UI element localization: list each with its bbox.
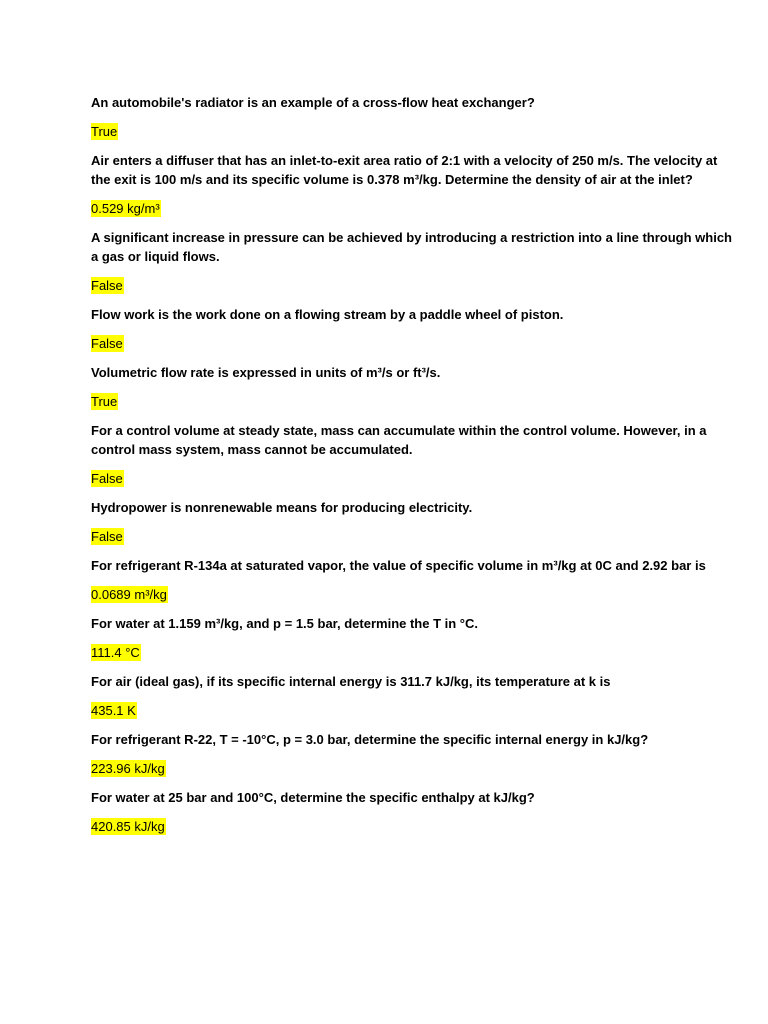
answer-text <box>91 469 691 488</box>
answer-text <box>91 392 691 411</box>
answer-text <box>91 334 691 353</box>
answer-highlight: 420.85 kJ/kg <box>91 819 165 834</box>
answer-highlight: False <box>91 278 123 293</box>
answer-text <box>91 759 691 778</box>
answer-text <box>91 701 691 720</box>
answer-text <box>91 199 691 218</box>
answer-text <box>91 276 691 295</box>
question-text: For refrigerant R-134a at saturated vapor, the value of specific volume in m³/kg at 0C and 2.92 bar is <box>91 558 706 573</box>
question-text: A significant increase in pressure can be achieved by introducing a restriction into a line through which <box>91 230 732 245</box>
answer-highlight: True <box>91 124 118 139</box>
question-text: Flow work is the work done on a flowing stream by a paddle wheel of piston. <box>91 307 564 322</box>
question-text: control mass system, mass cannot be accumulated. <box>91 442 413 457</box>
question-text: For water at 25 bar and 100°C, determine the specific enthalpy at kJ/kg? <box>91 790 535 805</box>
answer-highlight: 0.529 kg/m³ <box>91 201 160 216</box>
question-text: For water at 1.159 m³/kg, and p = 1.5 bar, determine the T in °C. <box>91 616 479 631</box>
answer-text <box>91 817 691 836</box>
answer-text <box>91 527 691 546</box>
question-text: For a control volume at steady state, mass can accumulate within the control volume. However, in a <box>91 423 707 438</box>
question-text: Air enters a diffuser that has an inlet-to-exit area ratio of 2:1 with a velocity of 250 m/s. The velocity at <box>91 153 718 168</box>
answer-highlight: 435.1 K <box>91 703 136 718</box>
answer-text <box>91 585 691 604</box>
answer-highlight: True <box>91 394 118 409</box>
question-text: Volumetric flow rate is expressed in units of m³/s or ft³/s. <box>91 365 441 380</box>
answer-highlight: 0.0689 m³/kg <box>91 587 167 602</box>
question-text: For refrigerant R-22, T = -10°C, p = 3.0 bar, determine the specific internal energy in kJ/kg? <box>91 732 649 747</box>
question-text: For air (ideal gas), if its specific internal energy is 311.7 kJ/kg, its temperature at k is <box>91 674 611 689</box>
question-text: Hydropower is nonrenewable means for producing electricity. <box>91 500 473 515</box>
answer-text <box>91 643 691 662</box>
answer-highlight: False <box>91 471 123 486</box>
question-text: a gas or liquid flows. <box>91 249 220 264</box>
question-text: the exit is 100 m/s and its specific volume is 0.378 m³/kg. Determine the density of air at the inlet? <box>91 172 693 187</box>
question-text: An automobile's radiator is an example of a cross-flow heat exchanger? <box>91 95 535 110</box>
answer-highlight: 111.4 °C <box>91 645 140 660</box>
answer-highlight: False <box>91 336 123 351</box>
answer-highlight: 223.96 kJ/kg <box>91 761 165 776</box>
answer-highlight: False <box>91 529 123 544</box>
answer-text <box>91 122 691 141</box>
